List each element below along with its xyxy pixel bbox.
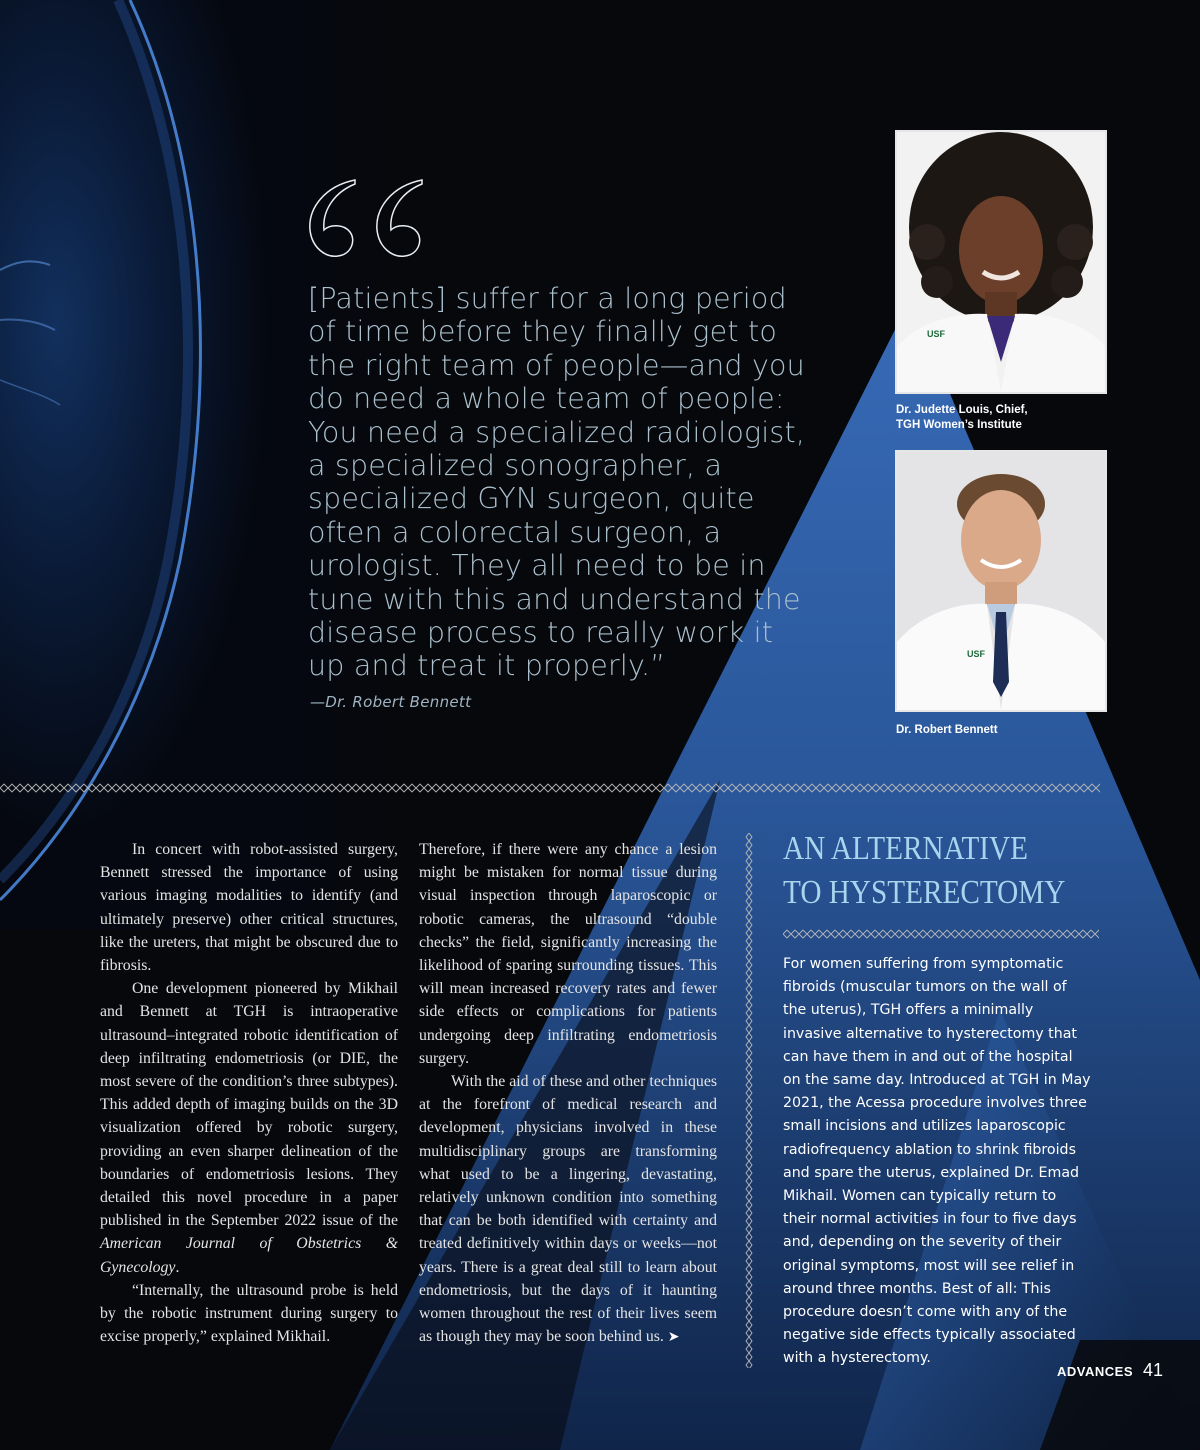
sidebar-title-line-2: TO HYSTERECTOMY [783,874,1066,911]
photo-robert-bennett [895,450,1107,712]
paragraph: Therefore, if there were any chance a lesion might be mistaken for normal tissue during visual inspection through laparoscopic or robotic cameras, the ultrasound “double checks” the field, significantly increasing the likelihood of sparing surrounding tissues. This will mean increased recovery rates and fewer side effects or complications for patients undergoing deep infiltrating endometriosis surgery. [419,841,717,1067]
caption-robert-bennett: Dr. Robert Bennett [896,724,998,736]
paragraph-text: . [175,1258,180,1276]
quote-attribution: —Dr. Robert Bennett [310,693,472,711]
paragraph-text: One development pioneered by Mikhail and Bennett at TGH is intraoperative ultrasound–integrated robotic identification of deep infiltrating endometriosis (or DIE, the most severe of the condition’s three subtypes). This added depth of imaging builds on the 3D visualization offered by robotic surgery, providing an even sharper delineation of the boundaries of endometriosis lesions. They detailed this novel procedure in a paper published in the September 2022 issue of the [100,980,398,1230]
paragraph [419,1070,717,1349]
section-divider [0,782,1100,794]
svg-text:USF: USF [927,329,945,339]
end-of-article-icon: ➤ [667,1329,680,1346]
body-column-2 [419,838,717,1349]
paragraph-text: With the aid of these and other techniques at the forefront of medical research and development, physicians involved in these multidisciplinary groups are transforming what used to be a lingering, devastating, relatively unknown condition into something that can be both identified with certainty and treated definitively within days or weeks—not years. There is a great deal still to learn about endometriosis, but the days of it haunting women throughout the rest of their lives seem as though they may be soon behind us. [419,1073,717,1346]
sidebar-divider [783,928,1099,940]
sidebar-title-line-1: AN ALTERNATIVE [783,830,1029,867]
sidebar-text: For women suffering from symptomatic fibroids (muscular tumors on the wall of the uterus), TGH offers a minimally invasive alternative to hysterectomy that can have them in and out of the hospital on the same day. Introduced at TGH in May 2021, the Acessa procedure involves three small incisions and utilizes laparoscopic radiofrequency ablation to shrink fibroids and spare the uterus, explained Dr. Emad Mikhail. Women can typically return to their normal activities in four to five days and, depending on the severity of their original symptoms, most will see relief in around three months. Best of all: This procedure doesn’t come with any of the negative side effects typically associated with a hysterectomy. [783,956,1091,1367]
svg-text:USF: USF [967,649,985,659]
body-column-1 [100,838,398,1348]
sidebar-title [783,827,1067,915]
pull-quote: [Patients] suffer for a long period of time before they finally get to the right team of people—and you do need a whole team of people: You need a specialized radiologist, a specialized sonographer, a specialized GYN surgeon, quite often a colorectal surgeon, a urologist. They all need to be in tune with this and understand the disease process to really work it up and treat it properly.” [308,282,806,683]
page-number: 41 [1143,1360,1164,1380]
caption-judette-louis [896,403,1096,433]
caption-line-1: Dr. Judette Louis, Chief, [896,404,1028,416]
paragraph: “Internally, the ultrasound probe is held by the robotic instrument during surgery to excise properly,” explained Mikhail. [100,1281,398,1346]
publication-name: ADVANCES [1057,1364,1133,1379]
photo-judette-louis [895,130,1107,394]
caption-line-2: TGH Women’s Institute [896,419,1022,431]
paragraph: In concert with robot-assisted surgery, Bennett stressed the importance of using various imaging modalities to identify (and ultimately preserve) other critical structures, like the ureters, that might be obscured due to fibrosis. [100,841,398,975]
journal-title: American Journal of Obstetrics & Gynecology [100,1235,398,1276]
paragraph [100,977,398,1279]
column-separator [745,833,753,1368]
quote-mark-icon [300,168,430,268]
